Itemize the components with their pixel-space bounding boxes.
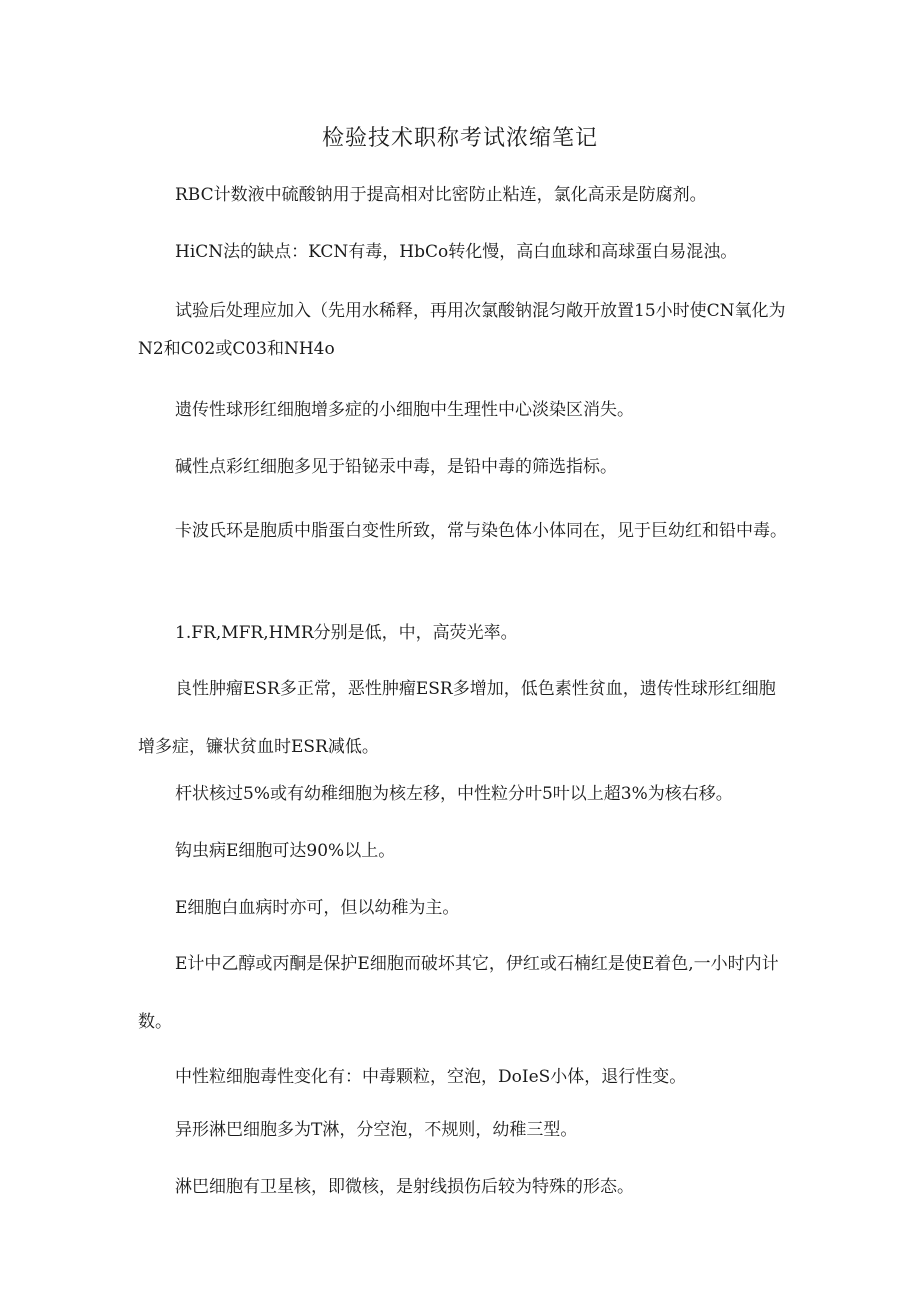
- paragraph-nuclear-shift: 杆状核过5%或有幼稚细胞为核左移，中性粒分叶5叶以上超3%为核右移。: [175, 784, 733, 804]
- paragraph-eosinophil-count: E计中乙醇或丙酮是保护E细胞而破坏其它，伊红或石楠红是使E着色,一小时内计数。: [138, 954, 779, 1032]
- page-title: 检验技术职称考试浓缩笔记: [321, 126, 598, 151]
- paragraph-eosinophilic-leukemia: E细胞白血病时亦可，但以幼稚为主。: [175, 898, 460, 918]
- paragraph-satellite-nucleus: 淋巴细胞有卫星核，即微核，是射线损伤后较为特殊的形态。: [175, 1177, 634, 1197]
- paragraph-hicn-drawbacks: HiCN法的缺点：KCN有毒，HbCo转化慢，高白血球和高球蛋白易混浊。: [175, 242, 738, 262]
- paragraph-atypical-lymphocytes: 异形淋巴细胞多为T淋，分空泡，不规则，幼稚三型。: [175, 1120, 578, 1140]
- paragraph-rbc-diluent: RBC计数液中硫酸钠用于提高相对比密防止粘连，氯化高汞是防腐剂。: [175, 185, 707, 205]
- paragraph-toxic-changes: 中性粒细胞毒性变化有：中毒颗粒，空泡，DoIeS小体，退行性变。: [175, 1067, 687, 1087]
- paragraph-hookworm: 钩虫病E细胞可达90%以上。: [175, 841, 396, 861]
- paragraph-waste-treatment: 试验后处理应加入（先用水稀释，再用次氯酸钠混匀敞开放置15小时使CN氧化为N2和C02或C03和NH4o: [138, 301, 786, 359]
- paragraph-cabot-ring: 卡波氏环是胞质中脂蛋白变性所致，常与染色体小体同在，见于巨幼红和铅中毒。: [175, 521, 787, 541]
- paragraph-fluorescence-ratio: 1.FR,MFR,HMR分别是低，中，高荧光率。: [175, 623, 518, 643]
- paragraph-basophilic-stippling: 碱性点彩红细胞多见于铅铋汞中毒，是铅中毒的筛选指标。: [175, 457, 617, 477]
- paragraph-spherocytosis: 遗传性球形红细胞增多症的小细胞中生理性中心淡染区消失。: [175, 400, 634, 420]
- paragraph-esr: 良性肿瘤ESR多正常，恶性肿瘤ESR多增加，低色素性贫血，遗传性球形红细胞增多症，镰状贫血时ESR减低。: [138, 679, 776, 757]
